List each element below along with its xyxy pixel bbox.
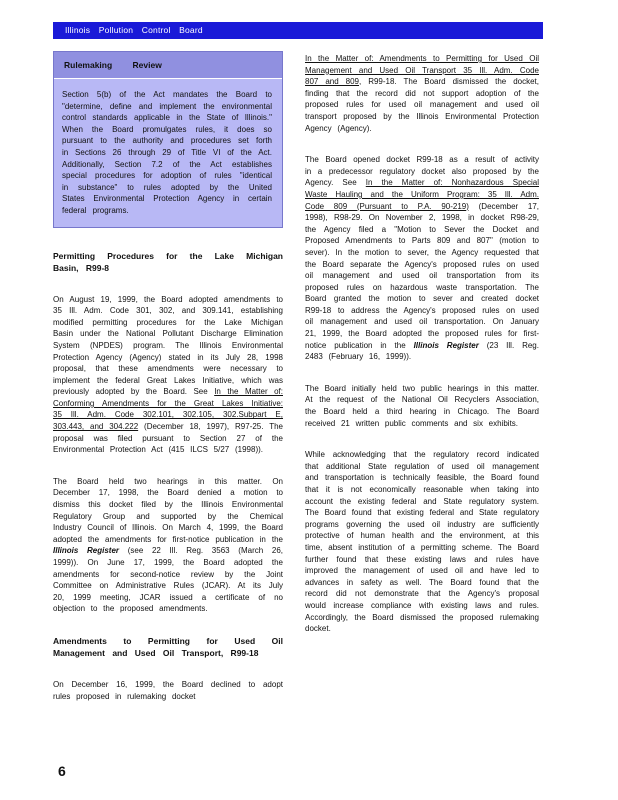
page-number: 6 [58, 763, 66, 779]
rulemaking-review-box [53, 51, 283, 228]
article-heading-r99-18: Amendments to Permitting for Used Oil Management and Used Oil Transport, R99-18 [53, 635, 283, 658]
article2-paragraph-1-start: On December 16, 1999, the Board declined to adopt rules proposed in rulemaking docket [53, 679, 283, 701]
article-heading-r99-8: Permitting Procedures for the Lake Michigan Basin, R99-8 [53, 250, 283, 273]
case-citation-link: In the Matter of: Nonhazardous Special Waste Hauling and the Uniform Program: 35 Ill. Adm. Code 809 (Pursuant to P.A. 90-219) [305, 178, 539, 211]
review-box-body: Section 5(b) of the Act mandates the Board to "determine, define and implement the environmental control standards applicable in the State of Illinois." When the Board promulgates rules, it does so pursuant to the authority and procedures set forth in Sections 26 through 29 of Title VI of the Act. Additionally, Section 7.2 of the Act establishes special procedures for adoption of rules "identical in substance" to rules adopted by the United States Environmental Protection Agency in certain federal programs. [62, 90, 272, 215]
left-column [53, 51, 283, 702]
article2-paragraph-4: While acknowledging that the regulatory record indicated that additional State regulation of used oil management and transportation is technically feasible, the Board found that it is not economically reasonable when taking into account the existing federal and State regulatory system. The Board found that existing federal and State regulatory programs governing the used oil industry are sufficiently protective of human health and the environment, at this time, absent institution of a permitting scheme. The Board further found that these existing laws and rules have improved the management of used oil and have led to advances in safety as well. The Board found that the record did not demonstrate that the Agency's proposal would increase compliance with existing laws and rules. Accordingly, the Board dismissed the proposed rulemaking docket. [305, 450, 539, 634]
article2-paragraph-1-cont: In the Matter of: Amendments to Permitting for Used Oil Management and Used Oil Transport 35 Ill. Adm. Code 807 and 809, R99-18. The Board dismissed the docket, finding that the record did not support adoption of the proposed rules for used oil management and used oil transport proposed by the Illinois Environmental Protection Agency (Agency). [305, 54, 539, 133]
review-box-title: Rulemaking Review [54, 52, 282, 79]
illinois-register-title: Illinois Register [413, 340, 479, 350]
case-citation-link: In the Matter of: Amendments to Permitting for Used Oil Management and Used Oil Transport 35 Ill. Adm. Code 807 and 809 [305, 54, 539, 87]
right-column [305, 53, 539, 655]
article1-paragraph-1: On August 19, 1999, the Board adopted amendments to 35 Ill. Adm. Code 301, 302, and 309.141, establishing modified permitting procedures for the Lake Michigan Basin under the National Pollutant Discharge Elimination System (NPDES) program. The Illinois Environmental Protection Agency (Agency) stated in its July 28, 1998 proposal, that these amendments were necessary to implement the federal Great Lakes Initiative, which was previously adopted by the Board. See In the Matter of: Conforming Amendments for the Great Lakes Initiative: 35 Ill. Adm. Code 302.101, 302.105, 302.Subpart E, 303.443, and 304.222 (December 18, 1997), R97-25. The proposal was filed pursuant to Section 27 of the Environmental Protection Act (415 ILCS 5/27 (1998)). [53, 294, 283, 455]
article1-paragraph-2: The Board held two hearings in this matter. On December 17, 1998, the Board denied a motion to dismiss this docket filed by the Illinois Environmental Regulatory Group and supported by the Chemical Industry Council of Illinois. On March 4, 1999, the Board adopted the amendments for first-notice publication in the Illinois Register (see 22 Ill. Reg. 3563 (March 26, 1999)). On June 17, 1999, the Board adopted the amendments for second-notice review by the Joint Committee on Administrative Rules (JCAR). At its July 20, 1999 meeting, JCAR issued a certificate of no objection to the proposed amendments. [53, 476, 283, 614]
article2-paragraph-3: The Board initially held two public hearings in this matter. At the request of the National Oil Recyclers Association, the Board held a third hearing in Chicago. The Board received 21 written public comments and six exhibits. [305, 383, 539, 428]
header-banner: Illinois Pollution Control Board [53, 22, 543, 39]
illinois-register-title: Illinois Register [53, 546, 120, 556]
case-citation-link: In the Matter of: Conforming Amendments for the Great Lakes Initiative: 35 Ill. Adm. Code 302.101, 302.105, 302.Subpart E, 303.443, and 304.222 [53, 387, 283, 432]
article2-paragraph-2: The Board opened docket R99-18 as a result of activity in a predecessor regulatory docket also proposed by the Agency. See In the Matter of: Nonhazardous Special Waste Hauling and the Uniform Program: 35 Ill. Adm. Code 809 (Pursuant to P.A. 90-219) (December 17, 1998), R98-29. On November 2, 1998, in docket R98-29, the Agency filed a "Motion to Sever the Docket and Proposed Amendments to Parts 809 and 807" (motion to sever). In the motion to sever, the Agency requested that the Board separate the Agency's proposed rules on used oil management and used oil transportation from its proposed rules on hazardous waste transportation. The Board granted the motion to sever and created docket R99-18 to address the Agency's proposed rules on used oil management and used oil transportation. On January 21, 1999, the Board adopted the proposed rules for first-notice publication in the Illinois Register (23 Ill. Reg. 2483 (February 16, 1999)). [305, 155, 539, 362]
